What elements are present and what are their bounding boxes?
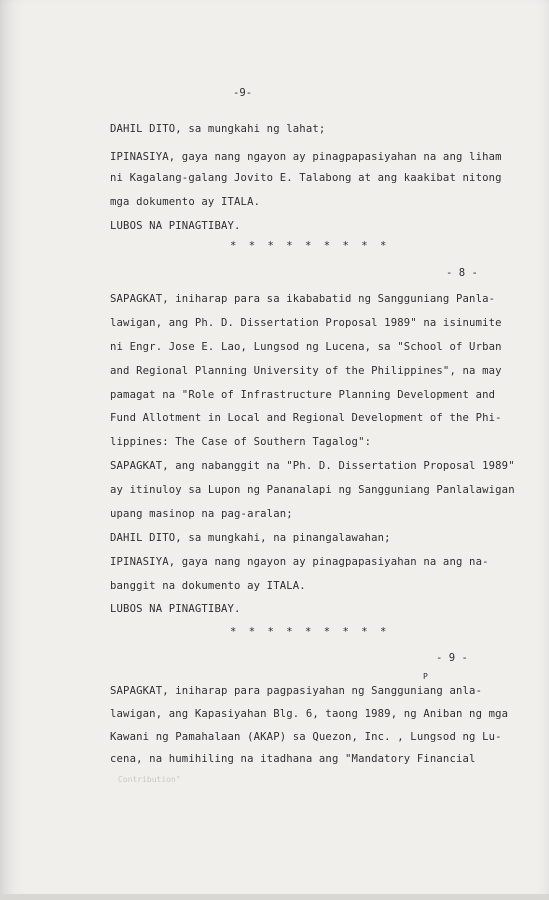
text-line: SAPAGKAT, iniharap para sa ikababatid ng Sangguniang Panla-: [110, 293, 496, 305]
text-line: LUBOS NA PINAGTIBAY.: [110, 603, 241, 615]
text-line: DAHIL DITO, sa mungkahi ng lahat;: [110, 123, 326, 135]
text-line: Kawani ng Pamahalaan (AKAP) sa Quezon, Inc. , Lungsod ng Lu-: [110, 731, 502, 743]
text-line: ni Kagalang-galang Jovito E. Talabong at ang kaakibat nitong: [110, 172, 502, 184]
section-number-8: - 8 -: [446, 267, 478, 279]
text-line: IPINASIYA, gaya nang ngayon ay pinagpapasiyahan na ang liham: [110, 151, 502, 163]
text-line: banggit na dokumento ay ITALA.: [110, 580, 306, 592]
page-number-top: -9-: [233, 87, 253, 99]
text-line: ni Engr. Jose E. Lao, Lungsod ng Lucena, sa "School of Urban: [110, 341, 502, 353]
text-line: pamagat na "Role of Infrastructure Planning Development and: [110, 389, 496, 401]
separator-stars: * * * * * * * * *: [230, 626, 390, 638]
text-line: mga dokumento ay ITALA.: [110, 196, 261, 208]
section-number-9: - 9 -: [436, 652, 468, 664]
text-line: lawigan, ang Ph. D. Dissertation Proposal 1989" na isinumite: [110, 317, 502, 329]
text-line: SAPAGKAT, ang nabanggit na "Ph. D. Dissertation Proposal 1989": [110, 460, 515, 472]
bleed-through-text: Contribution": [118, 775, 181, 784]
text-line: SAPAGKAT, iniharap para pagpasiyahan ng Sangguniang anla-: [110, 685, 483, 697]
text-line: Fund Allotment in Local and Regional Development of the Phi-: [110, 412, 502, 424]
text-line: upang masinop na pag-aralan;: [110, 508, 293, 520]
text-line: ay itinuloy sa Lupon ng Pananalapi ng Sangguniang Panlalawigan: [110, 484, 515, 496]
text-line: DAHIL DITO, sa mungkahi, na pinangalawahan;: [110, 532, 391, 544]
separator-stars: * * * * * * * * *: [230, 240, 390, 252]
handwritten-p-mark: P: [423, 672, 428, 681]
scan-footer-strip: [0, 894, 549, 900]
text-line: lawigan, ang Kapasiyahan Blg. 6, taong 1989, ng Aniban ng mga: [110, 708, 509, 720]
text-line: cena, na humihiling na itadhana ang "Mandatory Financial: [110, 753, 476, 765]
text-line: LUBOS NA PINAGTIBAY.: [110, 220, 241, 232]
text-line: and Regional Planning University of the Philippines", na may: [110, 365, 502, 377]
text-line: IPINASIYA, gaya nang ngayon ay pinagpapasiyahan na ang na-: [110, 556, 489, 568]
text-line: lippines: The Case of Southern Tagalog":: [110, 436, 372, 448]
